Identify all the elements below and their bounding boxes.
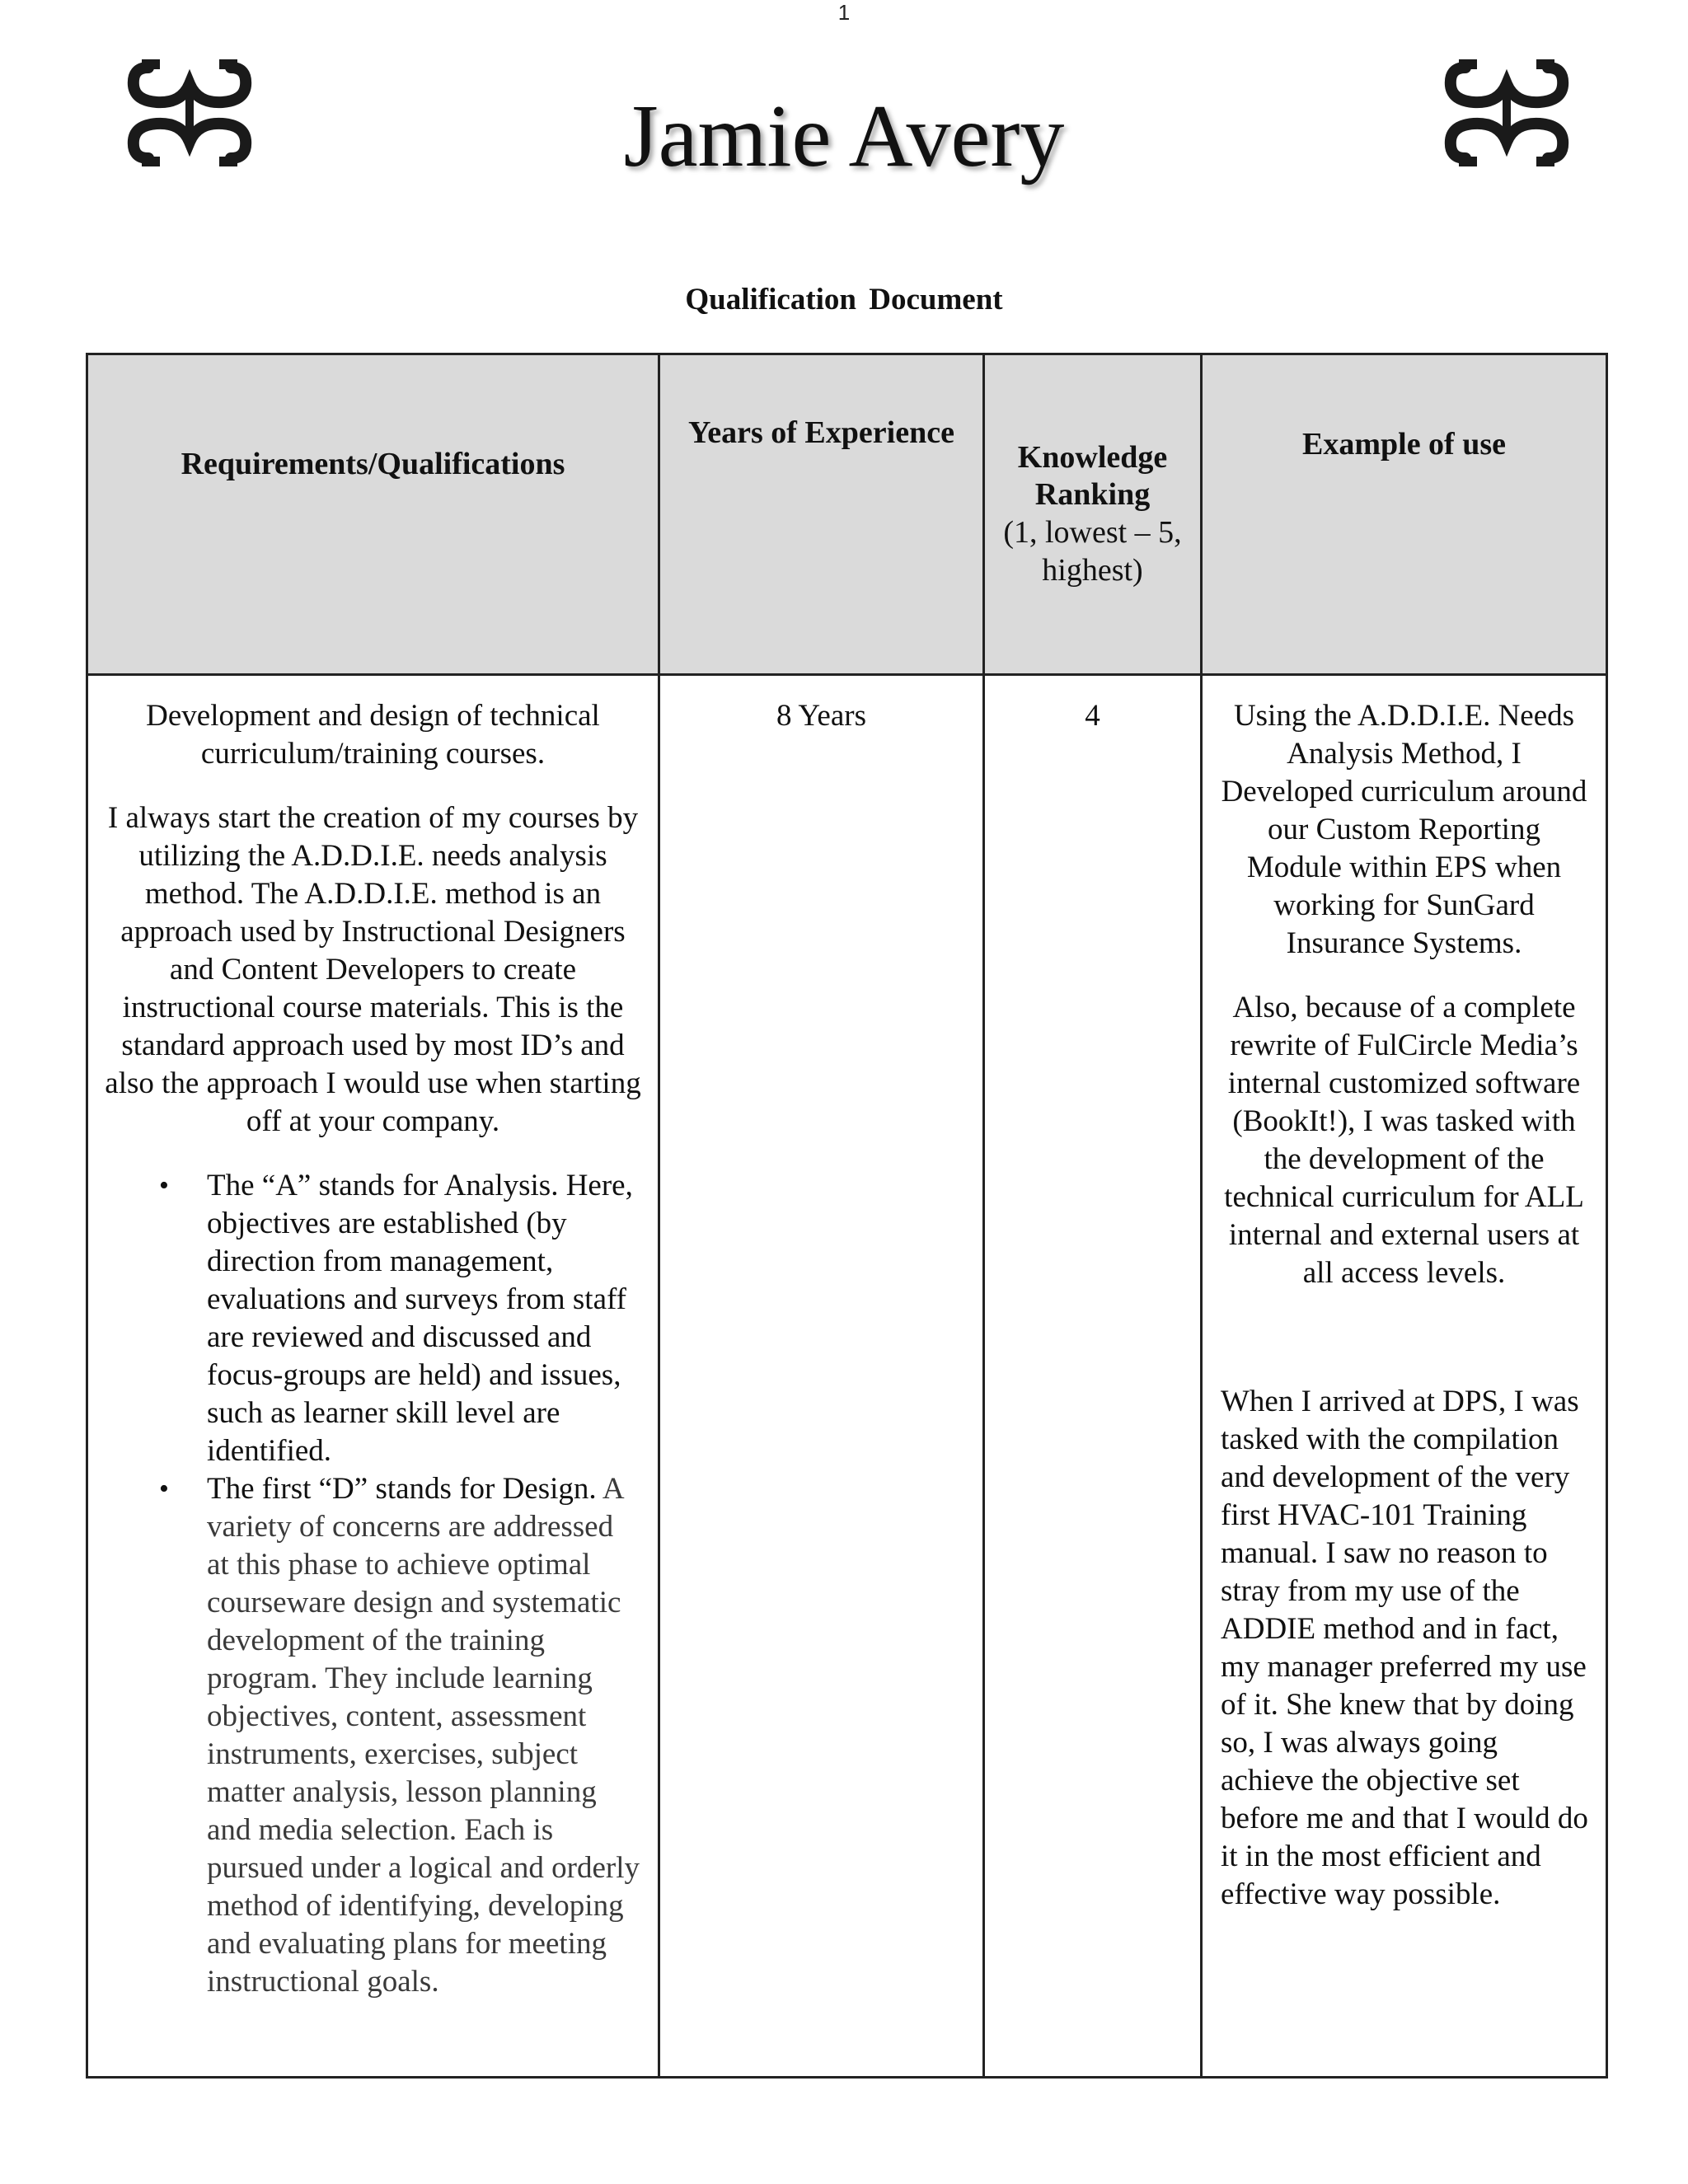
phase-text: A variety of concerns are addressed at this phase to achieve optimal courseware design and systematic development of the training program. They include learning objectives, content, assessment instruments, exercises, subject matter analysis, lesson planning and media selection. Each is pursued under a logical and orderly method of identifying, developing and evaluating plans for meeting instructional goals. <box>207 1472 640 1999</box>
list-item <box>159 1470 643 2001</box>
example-paragraph: When I arrived at DPS, I was tasked with the compilation and development of the very first HVAC-101 Training manual. I saw no reason to stray from my use of the ADDIE method and in fact, my manager preferred my use of it. She knew that by doing so, I was always going achieve the objective set before me and that I would do it in the most efficient and effective way possible. <box>1221 1385 1588 1911</box>
example-paragraph: Using the A.D.D.I.E. Needs Analysis Method, I Developed curriculum around our Custom Reporting Module within EPS when working for SunGard Insurance Systems. <box>1221 699 1587 960</box>
example-cell <box>1202 675 1607 2078</box>
table-row <box>87 675 1607 2078</box>
phase-lead: The first “D” stands for Design. <box>207 1472 597 1506</box>
example-paragraph: Also, because of a complete rewrite of FulCircle Media’s internal customized software (BookIt!), I was tasked with the development of the technical curriculum for ALL internal and external users at all access levels. <box>1224 991 1584 1290</box>
header-requirements: Requirements/Qualifications <box>87 354 659 675</box>
phase-text: Here, objectives are established (by direction from management, evaluations and surveys from staff are reviewed and discussed and focus-groups are held) and issues, such as learner skill level are identified. <box>207 1169 633 1468</box>
requirement-body: I always start the creation of my courses by utilizing the A.D.D.I.E. needs analysis method. The A.D.D.I.E. method is an approach used by Instructional Designers and Content Developers to create instructional course materials. This is the standard approach used by most ID’s and also the approach I would use when starting off at your company. <box>105 801 641 1138</box>
bullet-icon: • <box>159 1474 169 1504</box>
requirements-cell <box>87 675 659 2078</box>
requirement-title: Development and design of technical curriculum/training courses. <box>146 699 600 771</box>
header-years: Years of Experience <box>659 354 984 675</box>
addie-phase-list <box>103 1167 643 2001</box>
ranking-cell: 4 <box>984 675 1202 2078</box>
header-ranking-scale: (1, lowest – 5, highest) <box>1003 515 1182 588</box>
table-header-row <box>87 354 1607 675</box>
page-number: 1 <box>837 0 851 25</box>
document-subtitle: Qualification Document <box>685 283 1003 316</box>
phase-lead: The “A” stands for Analysis. <box>207 1169 559 1202</box>
bullet-icon: • <box>159 1170 169 1201</box>
years-cell: 8 Years <box>659 675 984 2078</box>
header-knowledge-ranking <box>984 354 1202 675</box>
list-item <box>159 1167 643 1470</box>
header-ranking-title: Knowledge Ranking <box>1017 439 1168 513</box>
qualification-table <box>86 353 1608 2079</box>
page-title: Jamie Avery <box>623 87 1065 185</box>
header-example: Example of use <box>1202 354 1607 675</box>
